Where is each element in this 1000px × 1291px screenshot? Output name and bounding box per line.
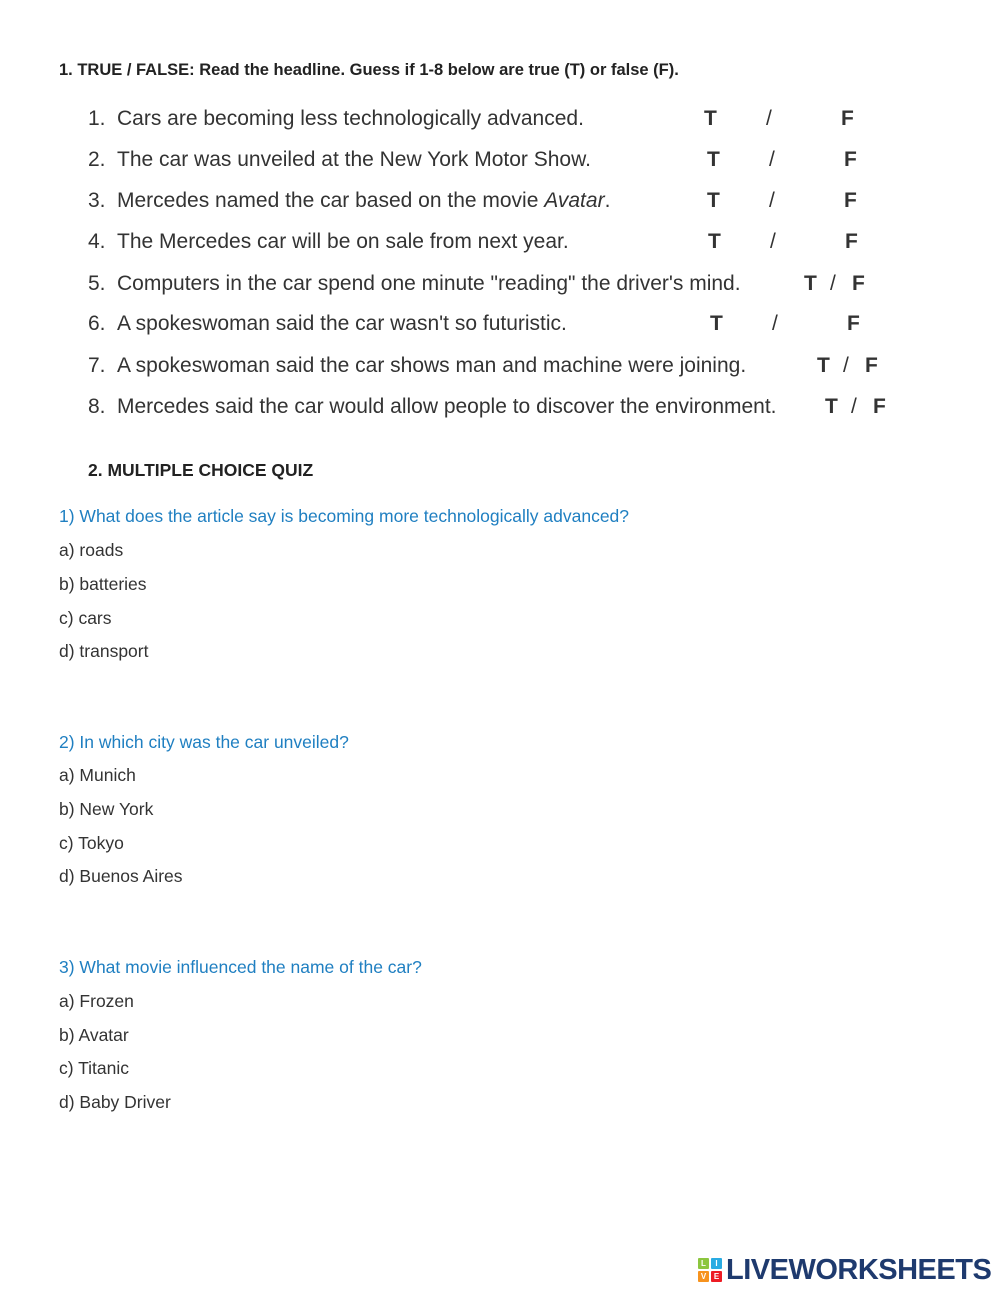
tf-separator: / <box>851 395 857 418</box>
true-mark[interactable]: T <box>707 148 720 171</box>
logo-tile-i: I <box>711 1258 722 1269</box>
tf-separator: / <box>769 189 775 212</box>
liveworksheets-logo <box>698 1255 991 1285</box>
logo-text: LIVEWORKSHEETS <box>726 1253 992 1286</box>
option-3b[interactable]: b) Avatar <box>59 1025 129 1045</box>
false-mark[interactable]: F <box>865 354 878 377</box>
tf-number: 4. <box>88 230 106 253</box>
question-3: 3) What movie influenced the name of the car? <box>59 957 422 977</box>
option-3a[interactable]: a) Frozen <box>59 991 134 1011</box>
false-mark[interactable]: F <box>845 230 858 253</box>
true-mark[interactable]: T <box>707 189 720 212</box>
tf-number: 8. <box>88 395 106 418</box>
option-1d[interactable]: d) transport <box>59 641 149 661</box>
option-1a[interactable]: a) roads <box>59 540 124 560</box>
tf-statement: A spokeswoman said the car shows man and machine were joining. <box>117 354 747 377</box>
tf-statement-text: Mercedes named the car based on the movie <box>117 189 545 212</box>
false-mark[interactable]: F <box>852 272 865 295</box>
tf-statement: Cars are becoming less technologically advanced. <box>117 107 584 130</box>
logo-tile-e: E <box>711 1271 722 1282</box>
option-2c[interactable]: c) Tokyo <box>59 833 124 853</box>
tf-separator: / <box>843 354 849 377</box>
true-mark[interactable]: T <box>710 312 723 335</box>
logo-tiles-icon <box>698 1258 722 1282</box>
true-mark[interactable]: T <box>825 395 838 418</box>
true-mark[interactable]: T <box>704 107 717 130</box>
section1-heading: 1. TRUE / FALSE: Read the headline. Guess if 1-8 below are true (T) or false (F). <box>59 61 679 79</box>
logo-tile-l: L <box>698 1258 709 1269</box>
tf-statement <box>117 189 610 213</box>
tf-separator: / <box>766 107 772 130</box>
true-mark[interactable]: T <box>804 272 817 295</box>
option-3d[interactable]: d) Baby Driver <box>59 1092 171 1112</box>
false-mark[interactable]: F <box>841 107 854 130</box>
movie-title: Avatar <box>544 189 605 212</box>
tf-number: 3. <box>88 189 106 212</box>
tf-number: 5. <box>88 272 106 295</box>
option-2d[interactable]: d) Buenos Aires <box>59 866 183 886</box>
tf-separator: / <box>772 312 778 335</box>
section2-heading: 2. MULTIPLE CHOICE QUIZ <box>88 460 314 480</box>
option-2b[interactable]: b) New York <box>59 799 154 819</box>
tf-number: 7. <box>88 354 106 377</box>
true-mark[interactable]: T <box>817 354 830 377</box>
option-3c[interactable]: c) Titanic <box>59 1058 130 1078</box>
false-mark[interactable]: F <box>844 189 857 212</box>
tf-statement: Computers in the car spend one minute "reading" the driver's mind. <box>117 272 741 295</box>
tf-statement: The car was unveiled at the New York Motor Show. <box>117 148 591 171</box>
false-mark[interactable]: F <box>844 148 857 171</box>
option-1b[interactable]: b) batteries <box>59 574 147 594</box>
option-1c[interactable]: c) cars <box>59 608 112 628</box>
tf-number: 2. <box>88 148 106 171</box>
tf-statement: A spokeswoman said the car wasn't so futuristic. <box>117 312 567 335</box>
option-2a[interactable]: a) Munich <box>59 765 136 785</box>
tf-statement-end: . <box>604 189 611 212</box>
tf-statement: The Mercedes car will be on sale from next year. <box>117 230 569 253</box>
true-mark[interactable]: T <box>708 230 721 253</box>
tf-separator: / <box>769 148 775 171</box>
tf-number: 1. <box>88 107 106 130</box>
tf-separator: / <box>830 272 836 295</box>
tf-separator: / <box>770 230 776 253</box>
question-1: 1) What does the article say is becoming more technologically advanced? <box>59 506 630 526</box>
false-mark[interactable]: F <box>873 395 886 418</box>
tf-statement: Mercedes said the car would allow people to discover the environment. <box>117 395 777 418</box>
tf-number: 6. <box>88 312 106 335</box>
logo-tile-v: V <box>698 1271 709 1282</box>
question-2: 2) In which city was the car unveiled? <box>59 732 349 752</box>
false-mark[interactable]: F <box>847 312 860 335</box>
